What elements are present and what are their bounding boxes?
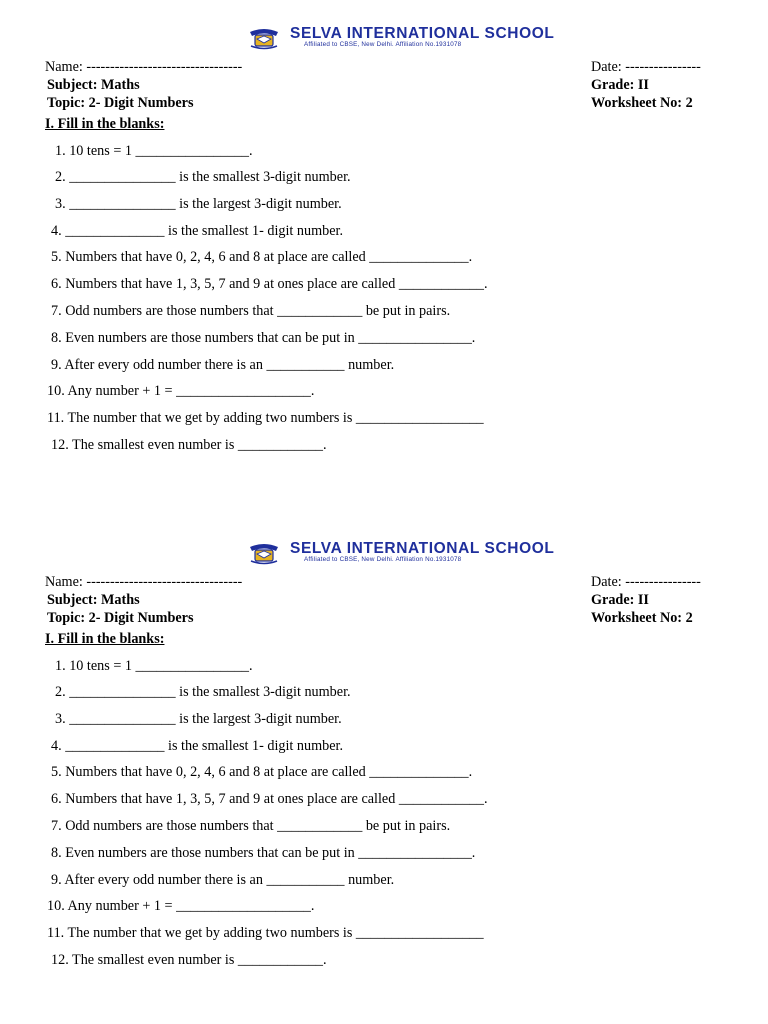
question-3: 3. _______________ is the largest 3-digit number. [55,711,342,727]
school-header [248,541,578,565]
worksheet-number: Worksheet No: 2 [591,95,693,111]
worksheet-number: Worksheet No: 2 [591,610,693,626]
section-title: I. Fill in the blanks: [45,631,165,647]
name-field: Name: --------------------------------- [45,574,243,590]
subject-label: Subject: Maths [47,592,140,608]
question-5: 5. Numbers that have 0, 2, 4, 6 and 8 at place are called ______________. [51,249,473,265]
question-7: 7. Odd numbers are those numbers that ____________ be put in pairs. [51,818,451,834]
question-12: 12. The smallest even number is ____________. [51,952,327,968]
question-7: 7. Odd numbers are those numbers that ____________ be put in pairs. [51,303,451,319]
name-field: Name: --------------------------------- [45,59,243,75]
school-header [248,26,578,50]
question-9: 9. After every odd number there is an ___________ number. [51,872,395,888]
school-name: SELVA INTERNATIONAL SCHOOL [290,540,555,557]
school-crest-icon [248,541,280,565]
question-4: 4. ______________ is the smallest 1- digit number. [51,223,344,239]
question-1: 1. 10 tens = 1 ________________. [55,658,253,674]
question-10: 10. Any number + 1 = ___________________. [47,898,315,914]
question-6: 6. Numbers that have 1, 3, 5, 7 and 9 at ones place are called ____________. [51,791,488,807]
subject-label: Subject: Maths [47,77,140,93]
question-8: 8. Even numbers are those numbers that can be put in ________________. [51,330,476,346]
school-affiliation: Affiliated to CBSE, New Delhi. Affiliation No.1931078 [304,556,462,563]
question-9: 9. After every odd number there is an ___________ number. [51,357,395,373]
school-name: SELVA INTERNATIONAL SCHOOL [290,25,555,42]
question-4: 4. ______________ is the smallest 1- digit number. [51,738,344,754]
date-field: Date: ---------------- [591,574,701,590]
grade-label: Grade: II [591,77,649,93]
question-2: 2. _______________ is the smallest 3-digit number. [55,169,351,185]
question-6: 6. Numbers that have 1, 3, 5, 7 and 9 at ones place are called ____________. [51,276,488,292]
question-5: 5. Numbers that have 0, 2, 4, 6 and 8 at place are called ______________. [51,764,473,780]
question-10: 10. Any number + 1 = ___________________. [47,383,315,399]
grade-label: Grade: II [591,592,649,608]
school-affiliation: Affiliated to CBSE, New Delhi. Affiliation No.1931078 [304,41,462,48]
school-crest-icon [248,26,280,50]
question-11: 11. The number that we get by adding two numbers is __________________ [47,925,484,941]
question-3: 3. _______________ is the largest 3-digit number. [55,196,342,212]
worksheet-top [0,0,768,500]
question-8: 8. Even numbers are those numbers that can be put in ________________. [51,845,476,861]
question-1: 1. 10 tens = 1 ________________. [55,143,253,159]
topic-label: Topic: 2- Digit Numbers [47,610,194,626]
topic-label: Topic: 2- Digit Numbers [47,95,194,111]
question-2: 2. _______________ is the smallest 3-digit number. [55,684,351,700]
date-field: Date: ---------------- [591,59,701,75]
question-12: 12. The smallest even number is ____________. [51,437,327,453]
question-11: 11. The number that we get by adding two numbers is __________________ [47,410,484,426]
worksheet-bottom [0,515,768,1015]
section-title: I. Fill in the blanks: [45,116,165,132]
